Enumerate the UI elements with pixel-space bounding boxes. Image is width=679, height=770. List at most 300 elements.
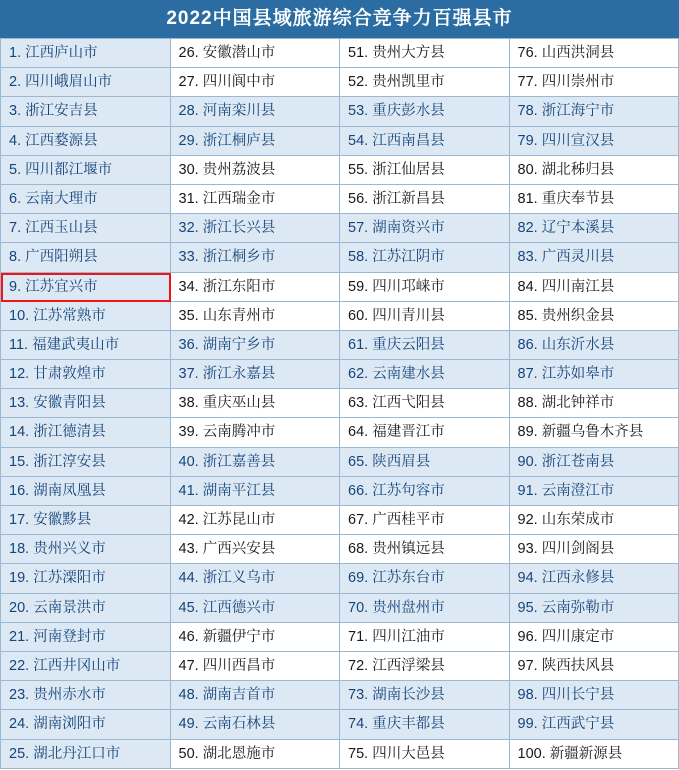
rank-number: 31. (178, 190, 199, 207)
table-row (171, 389, 341, 418)
county-name: 江苏昆山市 (198, 512, 276, 528)
rank-number: 5. (9, 161, 22, 178)
county-name: 四川大邑县 (368, 745, 445, 762)
county-name: 湖南宁乡市 (198, 336, 276, 353)
county-name: 江苏江阴市 (368, 249, 445, 266)
rank-number: 41. (178, 482, 199, 499)
county-name: 重庆彭水县 (368, 103, 445, 120)
county-name: 浙江仙居县 (368, 161, 445, 178)
rank-number: 66. (348, 482, 369, 499)
rank-number: 43. (178, 541, 199, 558)
county-name: 山东沂水县 (537, 336, 615, 353)
rank-number: 65. (348, 453, 369, 470)
table-row (171, 594, 341, 623)
table-row (1, 389, 171, 418)
rank-number: 75. (348, 745, 369, 762)
table-row (171, 68, 341, 97)
rank-number: 22. (9, 657, 30, 674)
rank-number: 96. (517, 628, 538, 645)
rank-number: 17. (9, 512, 30, 528)
table-row (340, 389, 510, 418)
table-row (340, 127, 510, 156)
county-name: 江西永修县 (537, 570, 615, 587)
rank-number: 45. (178, 599, 199, 616)
rank-number: 54. (348, 132, 369, 149)
rank-number: 93. (517, 541, 538, 558)
county-name: 江苏如皋市 (537, 366, 615, 383)
table-row (1, 360, 171, 389)
rank-number: 14. (9, 424, 30, 441)
table-row (171, 360, 341, 389)
county-name: 湖北钟祥市 (537, 395, 615, 412)
county-name: 福建晋江市 (368, 424, 445, 441)
rank-number: 67. (348, 512, 369, 528)
table-row (171, 418, 341, 447)
rank-number: 69. (348, 570, 369, 587)
table-row (171, 97, 341, 126)
county-name: 江苏溧阳市 (29, 570, 106, 587)
rank-number: 86. (517, 336, 538, 353)
county-name: 四川阆中市 (198, 74, 276, 91)
table-row (510, 302, 679, 331)
rank-number: 81. (517, 190, 538, 207)
county-name: 四川都江堰市 (21, 161, 113, 178)
table-row (340, 506, 510, 535)
rank-number: 3. (9, 103, 22, 120)
county-name: 山东荣成市 (537, 512, 615, 528)
rank-number: 97. (517, 657, 538, 674)
rank-number: 10. (9, 307, 30, 324)
rank-number: 90. (517, 453, 538, 470)
rank-number: 74. (348, 716, 369, 733)
county-name: 浙江海宁市 (537, 103, 615, 120)
table-row (1, 710, 171, 739)
county-name: 湖南平江县 (198, 482, 276, 499)
rank-number: 100. (517, 745, 546, 762)
table-row (1, 477, 171, 506)
table-row (510, 68, 679, 97)
county-name: 山西洪洞县 (537, 45, 615, 61)
county-name: 四川宣汉县 (537, 132, 615, 149)
county-name: 云南景洪市 (29, 599, 106, 616)
county-name: 四川康定市 (537, 628, 615, 645)
county-name: 湖北恩施市 (198, 745, 276, 762)
rank-number: 35. (178, 307, 199, 324)
county-name: 重庆丰都县 (368, 716, 445, 733)
table-row (510, 564, 679, 593)
table-row (340, 360, 510, 389)
table-row (340, 477, 510, 506)
county-name: 河南栾川县 (198, 103, 276, 120)
county-name: 江西弋阳县 (368, 395, 445, 412)
county-name: 浙江德清县 (29, 424, 106, 441)
county-name: 浙江永嘉县 (198, 366, 276, 383)
county-name: 四川剑阁县 (537, 541, 615, 558)
table-row (1, 68, 171, 97)
table-row (510, 331, 679, 360)
rank-number: 27. (178, 74, 199, 91)
rank-number: 59. (348, 278, 369, 295)
county-name: 甘肃敦煌市 (29, 366, 106, 383)
rank-number: 63. (348, 395, 369, 412)
table-row (340, 331, 510, 360)
county-name: 福建武夷山市 (28, 336, 120, 353)
table-row (510, 39, 679, 68)
table-row (171, 681, 341, 710)
rank-number: 46. (178, 628, 199, 645)
table-row (171, 185, 341, 214)
county-name: 重庆巫山县 (198, 395, 276, 412)
county-name: 云南建水县 (368, 366, 445, 383)
table-row (340, 185, 510, 214)
rank-number: 79. (517, 132, 538, 149)
table-row (510, 360, 679, 389)
rank-number: 56. (348, 190, 369, 207)
rank-number: 38. (178, 395, 199, 412)
county-name: 安徽黟县 (29, 512, 92, 528)
rank-number: 20. (9, 599, 30, 616)
rank-number: 58. (348, 249, 369, 266)
table-row (510, 535, 679, 564)
rank-number: 49. (178, 716, 199, 733)
table-row (510, 623, 679, 652)
table-row (171, 535, 341, 564)
county-name: 云南腾冲市 (198, 424, 276, 441)
rank-number: 9. (9, 278, 22, 295)
county-name: 湖南凤凰县 (29, 482, 106, 499)
table-row (171, 477, 341, 506)
table-row (1, 302, 171, 331)
county-name: 重庆云阳县 (368, 336, 445, 353)
rank-number: 13. (9, 395, 30, 412)
county-name: 江西德兴市 (198, 599, 276, 616)
county-name: 湖南资兴市 (368, 220, 445, 237)
table-row (171, 564, 341, 593)
county-name: 河南登封市 (29, 628, 106, 645)
county-name: 浙江嘉善县 (198, 453, 276, 470)
county-name: 江苏东台市 (368, 570, 445, 587)
rank-number: 80. (517, 161, 538, 178)
rank-number: 18. (9, 541, 30, 558)
table-row (510, 214, 679, 243)
rank-number: 4. (9, 132, 22, 149)
rank-number: 37. (178, 366, 199, 383)
table-row (340, 740, 510, 769)
county-name: 江西浮梁县 (368, 657, 445, 674)
table-row (340, 302, 510, 331)
county-name: 贵州赤水市 (29, 687, 106, 704)
rank-number: 78. (517, 103, 538, 120)
rank-number: 2. (9, 74, 22, 91)
county-name: 浙江淳安县 (29, 453, 106, 470)
rank-number: 11. (9, 336, 29, 353)
table-row (1, 273, 171, 302)
table-row (1, 506, 171, 535)
ranking-table (0, 38, 679, 769)
county-name: 湖北丹江口市 (29, 745, 121, 762)
county-name: 四川峨眉山市 (21, 74, 113, 91)
table-row (510, 156, 679, 185)
rank-number: 85. (517, 307, 538, 324)
county-name: 湖南吉首市 (198, 687, 276, 704)
county-name: 山东青州市 (198, 307, 276, 324)
county-name: 四川邛崃市 (368, 278, 445, 295)
county-name: 广西阳朔县 (21, 249, 98, 266)
table-row (510, 97, 679, 126)
county-name: 浙江苍南县 (537, 453, 615, 470)
county-name: 新疆伊宁市 (198, 628, 276, 645)
table-row (171, 127, 341, 156)
table-row (1, 418, 171, 447)
rank-number: 12. (9, 366, 30, 383)
county-name: 浙江安吉县 (21, 103, 98, 120)
table-row (1, 740, 171, 769)
county-name: 陕西眉县 (368, 453, 431, 470)
rank-number: 21. (9, 628, 30, 645)
rank-number: 95. (517, 599, 538, 616)
rank-number: 55. (348, 161, 369, 178)
county-name: 浙江桐庐县 (198, 132, 276, 149)
table-row (1, 185, 171, 214)
county-name: 陕西扶风县 (537, 657, 615, 674)
county-name: 湖北秭归县 (537, 161, 615, 178)
rank-number: 88. (517, 395, 538, 412)
rank-number: 94. (517, 570, 538, 587)
county-name: 江西武宁县 (537, 716, 615, 733)
county-name: 云南大理市 (21, 190, 98, 207)
table-row (1, 214, 171, 243)
table-row (510, 389, 679, 418)
table-row (1, 623, 171, 652)
table-row (171, 506, 341, 535)
county-name: 安徽青阳县 (29, 395, 106, 412)
rank-number: 53. (348, 103, 369, 120)
county-name: 广西兴安县 (198, 541, 276, 558)
rank-number: 47. (178, 657, 199, 674)
rank-number: 50. (178, 745, 199, 762)
county-name: 四川江油市 (368, 628, 445, 645)
rank-number: 19. (9, 570, 30, 587)
table-row (1, 243, 171, 272)
county-name: 四川长宁县 (537, 687, 615, 704)
rank-number: 42. (178, 512, 199, 528)
rank-number: 36. (178, 336, 199, 353)
table-row (171, 156, 341, 185)
county-name: 浙江东阳市 (198, 278, 276, 295)
county-name: 江西南昌县 (368, 132, 445, 149)
rank-number: 84. (517, 278, 538, 295)
table-row (340, 448, 510, 477)
table-row (340, 273, 510, 302)
rank-number: 16. (9, 482, 30, 499)
county-name: 浙江新昌县 (368, 190, 445, 207)
table-row (1, 97, 171, 126)
table-row (171, 243, 341, 272)
table-row (340, 594, 510, 623)
county-name: 新疆乌鲁木齐县 (537, 424, 644, 441)
rank-number: 73. (348, 687, 369, 704)
rank-number: 32. (178, 220, 199, 237)
rank-number: 26. (178, 45, 199, 61)
rank-number: 70. (348, 599, 369, 616)
county-name: 四川崇州市 (537, 74, 615, 91)
county-name: 重庆奉节县 (537, 190, 615, 207)
table-row (1, 564, 171, 593)
county-name: 浙江长兴县 (198, 220, 276, 237)
rank-number: 1. (9, 45, 22, 61)
county-name: 江苏句容市 (368, 482, 445, 499)
table-row (171, 448, 341, 477)
table-row (510, 185, 679, 214)
county-name: 江西瑞金市 (198, 190, 276, 207)
table-row (510, 710, 679, 739)
rank-number: 51. (348, 45, 369, 61)
table-row (510, 740, 679, 769)
rank-number: 99. (517, 716, 538, 733)
county-name: 江西井冈山市 (29, 657, 121, 674)
county-name: 贵州织金县 (537, 307, 615, 324)
county-name: 广西桂平市 (368, 512, 445, 528)
table-row (1, 535, 171, 564)
county-name: 浙江义乌市 (198, 570, 276, 587)
rank-number: 23. (9, 687, 30, 704)
rank-number: 8. (9, 249, 22, 266)
rank-number: 25. (9, 745, 30, 762)
table-row (510, 448, 679, 477)
table-row (171, 273, 341, 302)
rank-number: 28. (178, 103, 199, 120)
page-title: 2022中国县域旅游综合竞争力百强县市 (0, 0, 679, 38)
table-row (171, 214, 341, 243)
rank-number: 40. (178, 453, 199, 470)
table-row (340, 681, 510, 710)
rank-number: 29. (178, 132, 199, 149)
county-name: 广西灵川县 (537, 249, 615, 266)
table-row (1, 594, 171, 623)
table-row (510, 127, 679, 156)
rank-number: 82. (517, 220, 538, 237)
rank-number: 48. (178, 687, 199, 704)
rank-number: 92. (517, 512, 538, 528)
county-name: 贵州兴义市 (29, 541, 106, 558)
rank-number: 15. (9, 453, 30, 470)
table-row (171, 710, 341, 739)
table-row (1, 681, 171, 710)
rank-number: 52. (348, 74, 369, 91)
rank-number: 68. (348, 541, 369, 558)
table-row (340, 535, 510, 564)
table-row (340, 623, 510, 652)
table-row (340, 243, 510, 272)
rank-number: 33. (178, 249, 199, 266)
table-row (171, 623, 341, 652)
rank-number: 89. (517, 424, 538, 441)
table-row (340, 156, 510, 185)
rank-number: 72. (348, 657, 369, 674)
table-row (340, 564, 510, 593)
table-row (1, 156, 171, 185)
rank-number: 98. (517, 687, 538, 704)
table-row (171, 740, 341, 769)
county-name: 云南澄江市 (537, 482, 615, 499)
county-name: 安徽潜山市 (198, 45, 276, 61)
county-name: 贵州盘州市 (368, 599, 445, 616)
county-name: 江西玉山县 (21, 220, 98, 237)
rank-number: 7. (9, 220, 22, 237)
county-name: 江西庐山市 (21, 45, 98, 61)
county-name: 贵州凯里市 (368, 74, 445, 91)
rank-number: 77. (517, 74, 538, 91)
table-row (340, 214, 510, 243)
rank-number: 87. (517, 366, 538, 383)
table-row (510, 477, 679, 506)
table-row (1, 448, 171, 477)
rank-number: 61. (348, 336, 369, 353)
table-row (340, 710, 510, 739)
table-row (1, 39, 171, 68)
rank-number: 91. (517, 482, 538, 499)
county-name: 四川青川县 (368, 307, 445, 324)
rank-number: 64. (348, 424, 369, 441)
table-row (510, 418, 679, 447)
county-name: 新疆新源县 (545, 745, 623, 762)
rank-number: 39. (178, 424, 199, 441)
rank-number: 62. (348, 366, 369, 383)
rank-number: 76. (517, 45, 538, 61)
table-row (1, 127, 171, 156)
table-row (510, 681, 679, 710)
rank-number: 24. (9, 716, 30, 733)
county-name: 贵州镇远县 (368, 541, 445, 558)
county-name: 贵州荔波县 (198, 161, 276, 178)
county-name: 江苏常熟市 (29, 307, 106, 324)
rank-number: 30. (178, 161, 199, 178)
county-name: 四川西昌市 (198, 657, 276, 674)
rank-number: 83. (517, 249, 538, 266)
table-row (340, 652, 510, 681)
table-row (1, 652, 171, 681)
table-row (340, 68, 510, 97)
table-row (171, 302, 341, 331)
county-name: 贵州大方县 (368, 45, 445, 61)
county-name: 浙江桐乡市 (198, 249, 276, 266)
table-row (340, 39, 510, 68)
table-row (510, 273, 679, 302)
table-row (340, 97, 510, 126)
county-name: 湖南浏阳市 (29, 716, 106, 733)
county-name: 辽宁本溪县 (537, 220, 615, 237)
table-row (510, 652, 679, 681)
table-row (340, 418, 510, 447)
table-row (171, 39, 341, 68)
county-name: 云南弥勒市 (537, 599, 615, 616)
county-name: 江西婺源县 (21, 132, 98, 149)
table-row (171, 331, 341, 360)
table-row (1, 331, 171, 360)
county-name: 江苏宜兴市 (21, 278, 98, 295)
rank-number: 6. (9, 190, 22, 207)
table-row (510, 243, 679, 272)
table-row (171, 652, 341, 681)
county-name: 湖南长沙县 (368, 687, 445, 704)
rank-number: 34. (178, 278, 199, 295)
county-name: 云南石林县 (198, 716, 276, 733)
rank-number: 60. (348, 307, 369, 324)
rank-number: 71. (348, 628, 369, 645)
rank-number: 44. (178, 570, 199, 587)
table-row (510, 594, 679, 623)
county-name: 四川南江县 (537, 278, 615, 295)
